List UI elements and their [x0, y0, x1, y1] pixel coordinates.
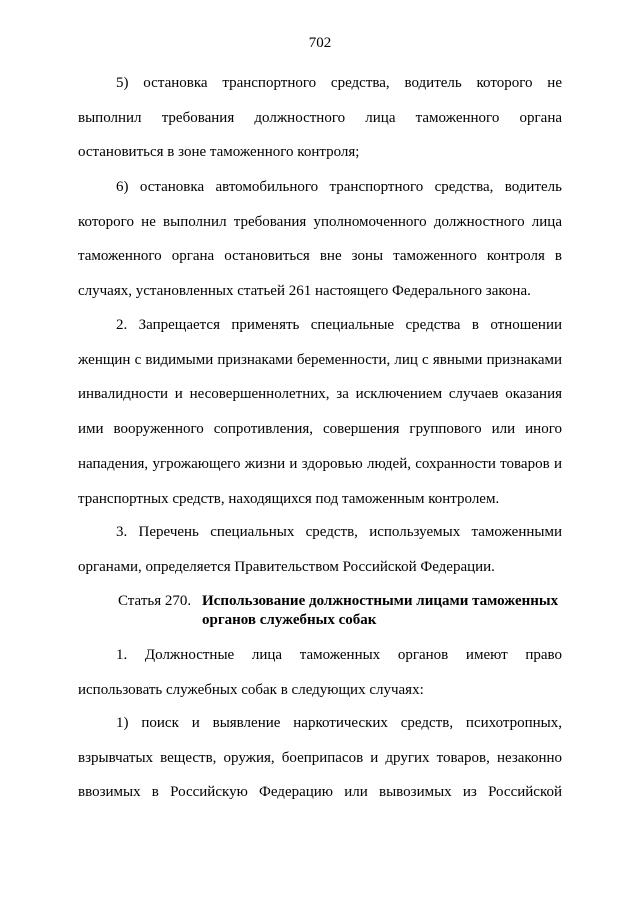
page-number: 702 [308, 35, 332, 51]
list-item-5: 5) остановка транспортного средства, водитель которого не выполнил требования должностного лица таможенного органа остановиться в зоне таможенного контроля; [78, 75, 562, 161]
list-item-6: 6) остановка автомобильного транспортного средства, водитель которого не выполнил требования уполномоченного должностного лица таможенного органа остановиться вне зоны таможенного контроля в случаях, установленных статьей 261 настоящего Федерального закона. [78, 179, 562, 300]
article-number: Статья 270. [118, 593, 192, 609]
article-paragraph-1: 1. Должностные лица таможенных органов имеют право использовать служебных собак в следующих случаях: [78, 647, 562, 698]
paragraph-2: 2. Запрещается применять специальные средства в отношении женщин с видимыми признаками беременности, лиц с явными признаками инвалидности и несовершеннолетних, за исключением случаев оказания ими вооруженного сопротивления, совершения группового или иного нападения, угрожающего жизни и здоровью людей, сохранности товаров и транспортных средств, находящихся под таможенным контролем. [78, 317, 562, 507]
article-title: Использование должностными лицами таможенных органов служебных собак [202, 593, 559, 628]
article-list-item-1: 1) поиск и выявление наркотических средств, психотропных, взрывчатых веществ, оружия, боеприпасов и других товаров, незаконно ввозимых в Российскую Федерацию или вывозимых из Российской [78, 715, 562, 801]
paragraph-3: 3. Перечень специальных средств, используемых таможенными органами, определяется Правительством Российской Федерации. [78, 524, 562, 575]
